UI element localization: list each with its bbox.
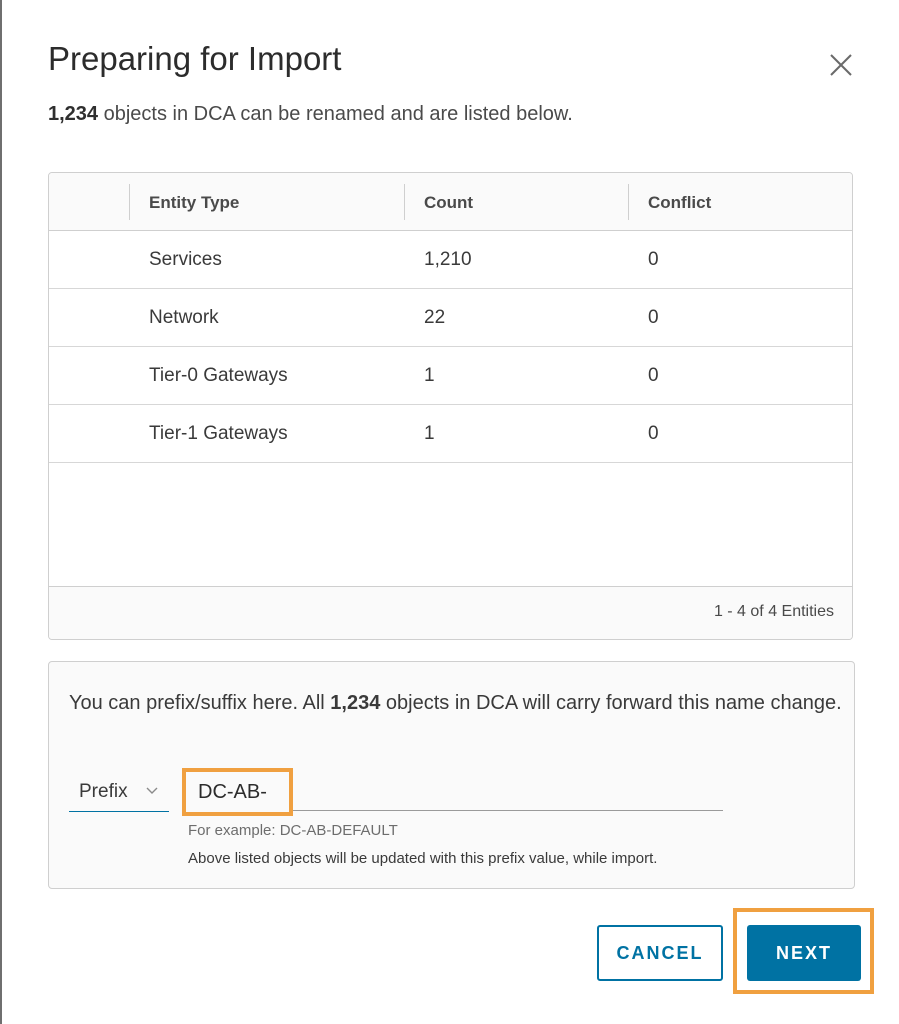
table-footer [49, 586, 852, 639]
next-button[interactable]: NEXT [747, 925, 861, 981]
table-row [49, 231, 852, 289]
prefix-suffix-select[interactable] [69, 772, 169, 812]
pagination-text: 1 - 4 of 4 Entities [713, 603, 834, 620]
cell-count: 1 [424, 365, 435, 386]
prefix-input[interactable] [182, 768, 293, 816]
helper-note: Above listed objects will be updated with this prefix value, while import. [188, 850, 658, 867]
table-row [49, 289, 852, 347]
table-row [49, 347, 852, 405]
rename-object-count: 1,234 [330, 692, 381, 714]
cell-conflict: 0 [648, 249, 659, 270]
cell-count: 1 [424, 423, 435, 444]
cell-count: 1,210 [424, 249, 472, 270]
select-value: Prefix [79, 781, 128, 802]
dialog-title: Preparing for Import [48, 40, 342, 77]
rename-text-before: You can prefix/suffix here. All [69, 692, 331, 714]
cell-conflict: 0 [648, 423, 659, 444]
cancel-button[interactable]: CANCEL [597, 925, 723, 981]
table-row [49, 405, 852, 463]
rename-panel [48, 661, 855, 889]
chevron-down-icon [146, 787, 158, 795]
window-edge [0, 0, 2, 1024]
cell-entity: Tier-0 Gateways [149, 365, 288, 386]
column-separator [628, 184, 629, 220]
column-header-conflict[interactable]: Conflict [648, 193, 712, 212]
entity-table [48, 172, 853, 640]
rename-description [69, 684, 844, 722]
column-header-entity-type[interactable]: Entity Type [149, 193, 240, 212]
helper-example: For example: DC-AB-DEFAULT [188, 822, 398, 839]
cell-count: 22 [424, 307, 446, 328]
cell-entity: Network [149, 307, 219, 328]
column-separator [129, 184, 130, 220]
cell-conflict: 0 [648, 307, 659, 328]
object-count: 1,234 [48, 103, 99, 125]
dialog-subtitle [48, 103, 573, 126]
cell-entity: Tier-1 Gateways [149, 423, 288, 444]
close-icon [826, 50, 856, 80]
rename-text-after: objects in DCA will carry forward this name change. [380, 692, 842, 714]
cell-conflict: 0 [648, 365, 659, 386]
column-separator [404, 184, 405, 220]
table-header [49, 173, 852, 231]
subtitle-text: objects in DCA can be renamed and are listed below. [98, 103, 573, 125]
column-header-count[interactable]: Count [424, 193, 474, 212]
cell-entity: Services [149, 249, 222, 270]
close-button[interactable] [826, 50, 856, 80]
